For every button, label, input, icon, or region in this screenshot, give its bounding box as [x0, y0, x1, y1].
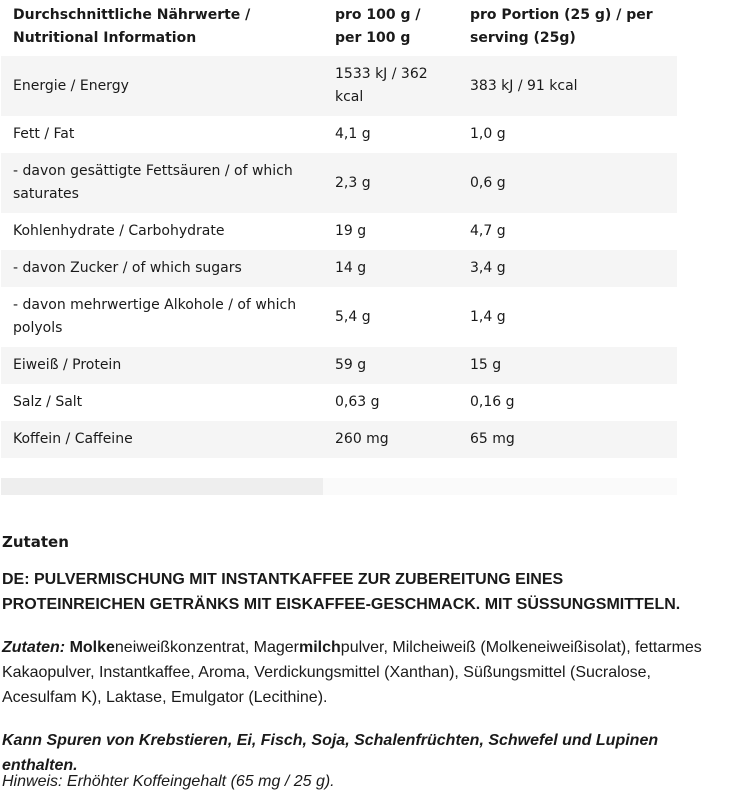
table-footer-cell: [323, 478, 677, 495]
product-description: DE: PULVERMISCHUNG MIT INSTANTKAFFEE ZUR ZUBEREITUNG EINES PROTEINREICHEN GETRÄNKS MIT EISKAFFEE-GESCHMACK. MIT SÜSSUNGSMITTELN.: [2, 571, 681, 613]
nutrient-name-cell: - davon Zucker / of which sugars: [13, 260, 242, 276]
column-header-nutrient: Durchschnittliche Nährwerte / Nutritional Information: [13, 7, 251, 46]
column-header-per-serving: pro Portion (25 g) / per serving (25g): [470, 7, 653, 46]
table-row: [1, 384, 677, 421]
table-body: [1, 56, 677, 458]
nutrient-name-cell: Fett / Fat: [13, 126, 75, 142]
per-100g-value-cell: 4,1 g: [335, 126, 371, 142]
per-100g-value-cell: 5,4 g: [335, 308, 371, 325]
nutrient-name-cell: - davon gesättigte Fettsäuren / of which saturates: [13, 163, 293, 202]
per-100g-value-cell: 260 mg: [335, 431, 389, 447]
ingredients-label: Zutaten:: [2, 639, 66, 656]
ingredient-allergen-emphasis: Molke: [69, 639, 115, 656]
nutrient-name-cell: - davon mehrwertige Alkohole / of which polyols: [13, 297, 297, 336]
table-row: [1, 347, 677, 384]
ingredients-list: [2, 635, 702, 710]
nutrient-name-cell: Eiweiß / Protein: [13, 357, 122, 373]
nutrition-table: [1, 0, 677, 458]
ingredients-text: [2, 639, 702, 706]
table-row: [1, 421, 677, 458]
per-100g-value-cell: 0,63 g: [335, 394, 380, 410]
caffeine-hint: Hinweis: Erhöhter Koffeingehalt (65 mg / 25 g).: [2, 773, 335, 790]
nutrient-name-cell: Salz / Salt: [13, 394, 83, 410]
ingredients-heading: Zutaten: [2, 533, 69, 551]
ingredient-text-segment: pulver, Milcheiweiß (Molkeneiweißisolat), fettarmes Kakaopulver, Instantkaffee, Aroma, Verdickungsmittel (Xanthan), Süßungsmittel (Sucralose, Acesulfam K), Laktase, Emulgator (Lecithine).: [2, 639, 702, 706]
per-100g-value-cell: 59 g: [335, 357, 367, 373]
per-serving-value-cell: 4,7 g: [470, 223, 506, 239]
per-100g-value-cell: 19 g: [335, 223, 367, 239]
allergen-traces-notice: Kann Spuren von Krebstieren, Ei, Fisch, Soja, Schalenfrüchten, Schwefel und Lupinen enthalten.: [2, 732, 659, 774]
table-row: [1, 116, 677, 153]
nutrient-name-cell: Energie / Energy: [13, 77, 129, 94]
ingredient-allergen-emphasis: milch: [299, 639, 341, 656]
per-serving-value-cell: 1,4 g: [470, 308, 506, 325]
nutrient-name-cell: Koffein / Caffeine: [13, 431, 133, 447]
table-footer-cell: [1, 478, 323, 495]
per-serving-value-cell: 65 mg: [470, 431, 515, 447]
table-row: [1, 213, 677, 250]
column-header-per-100g: pro 100 g / per 100 g: [335, 7, 421, 46]
table-row: [1, 153, 677, 213]
per-serving-value-cell: 3,4 g: [470, 260, 506, 276]
per-serving-value-cell: 383 kJ / 91 kcal: [470, 77, 578, 94]
table-row: [1, 250, 677, 287]
table-header-row: [1, 0, 677, 56]
ingredient-text-segment: neiweißkonzentrat, Mager: [114, 639, 299, 656]
per-serving-value-cell: 1,0 g: [470, 126, 506, 142]
per-serving-value-cell: 15 g: [470, 357, 502, 373]
table-row: [1, 56, 677, 116]
table-row: [1, 287, 677, 347]
per-serving-value-cell: 0,6 g: [470, 174, 506, 191]
per-serving-value-cell: 0,16 g: [470, 394, 515, 410]
per-100g-value-cell: 2,3 g: [335, 174, 371, 191]
per-100g-value-cell: 14 g: [335, 260, 367, 276]
per-100g-value-cell: 1533 kJ / 362 kcal: [335, 66, 428, 105]
nutrient-name-cell: Kohlenhydrate / Carbohydrate: [13, 223, 225, 239]
